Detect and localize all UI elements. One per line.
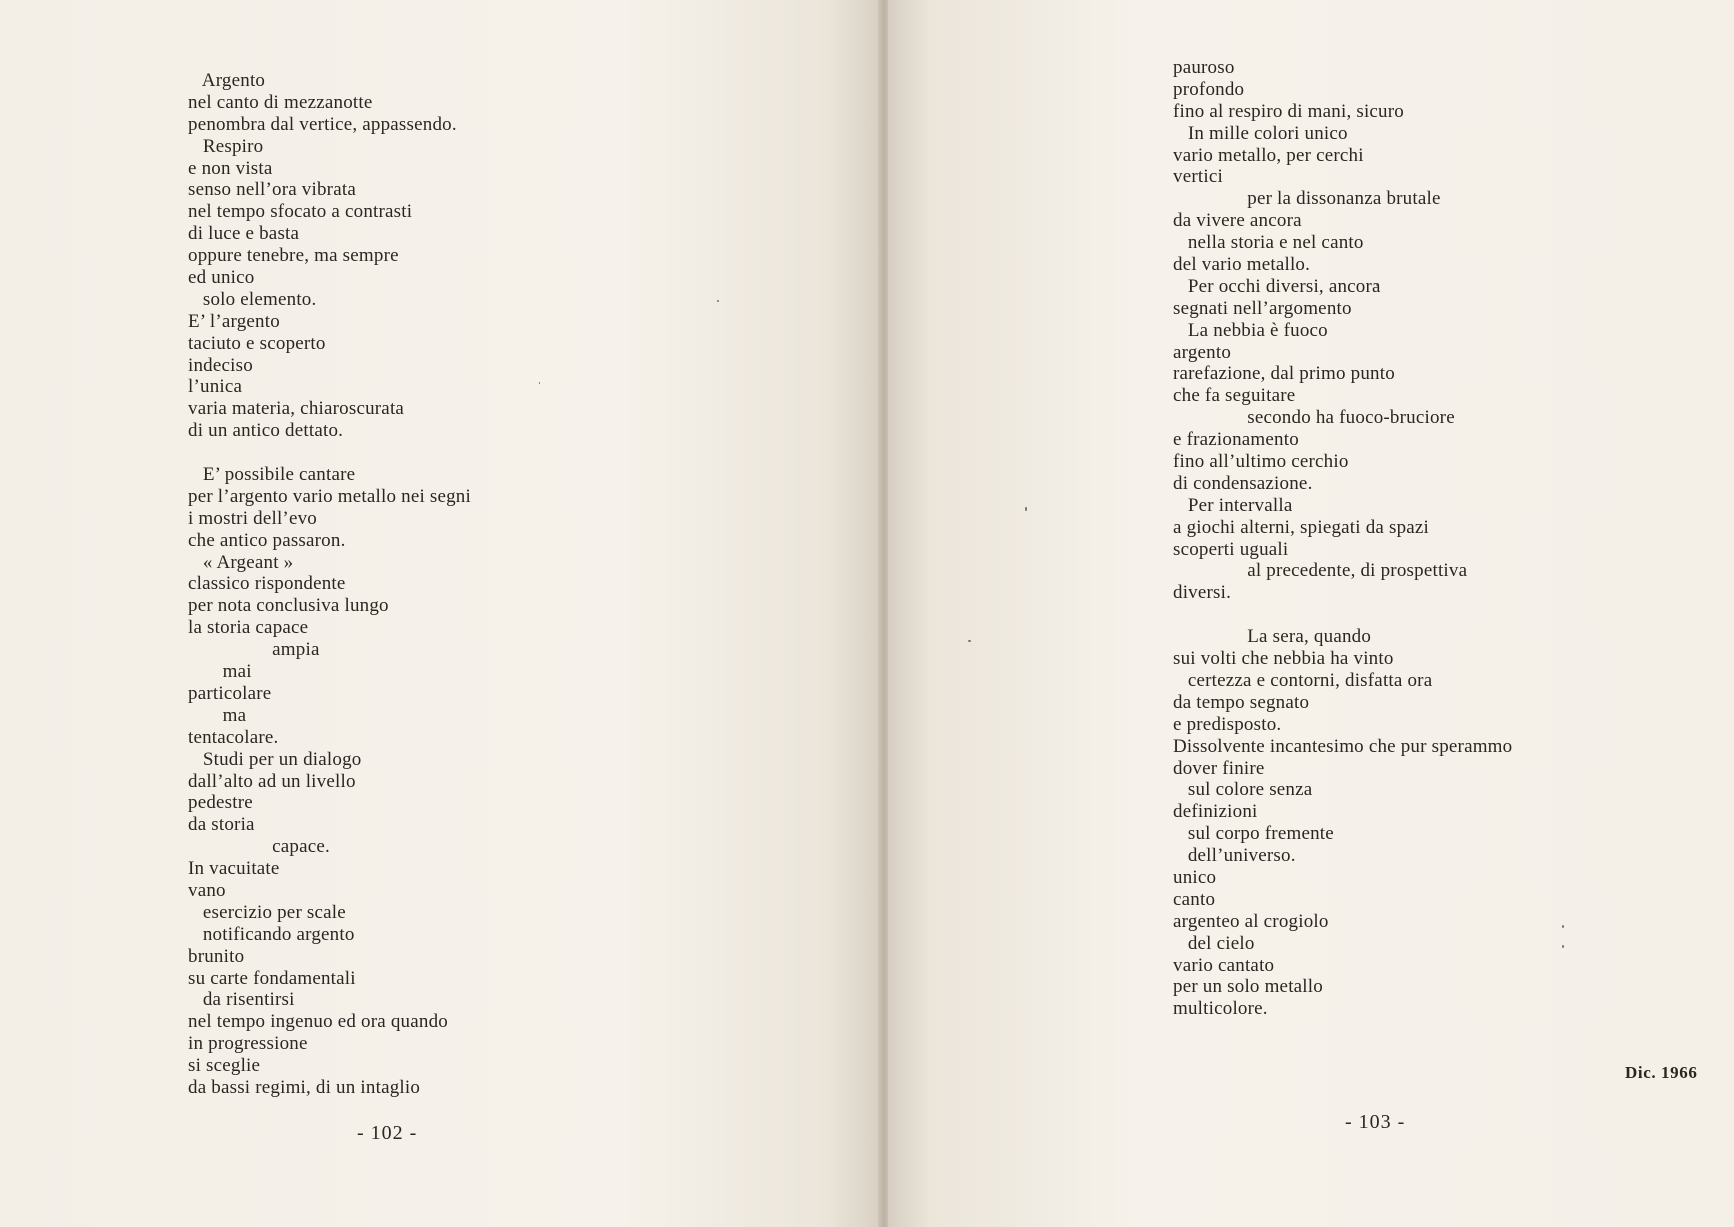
poem-line: mai	[188, 661, 252, 683]
poem-line: nel tempo sfocato a contrasti	[188, 201, 413, 223]
poem-line: penombra dal vertice, appassendo.	[188, 113, 457, 135]
poem-line: nel tempo ingenuo ed ora quando	[188, 1011, 448, 1033]
poem-line: da risentirsi	[188, 989, 295, 1011]
poem-line: sui volti che nebbia ha vinto	[1173, 648, 1394, 670]
poem-line: sul corpo fremente	[1173, 823, 1334, 845]
poem-line: per nota conclusiva lungo	[188, 595, 389, 617]
poem-line: ampia	[188, 639, 320, 661]
poem-line: taciuto e scoperto	[188, 332, 326, 354]
poem-line: i mostri dell’evo	[188, 507, 317, 529]
poem-line	[1173, 604, 1512, 626]
poem-line: sul colore senza	[1173, 779, 1313, 801]
poem-line: fino all’ultimo cerchio	[1173, 451, 1349, 473]
poem-line: di un antico dettato.	[188, 420, 344, 442]
poem-line: che antico passaron.	[188, 529, 346, 551]
poem-line: canto	[1173, 888, 1216, 910]
poem-date: Dic. 1966	[1625, 1063, 1698, 1082]
poem-line: certezza e contorni, disfatta ora	[1173, 669, 1433, 691]
poem-line: nel canto di mezzanotte	[188, 91, 373, 113]
poem-line: La nebbia è fuoco	[1173, 319, 1328, 341]
poem-line: ma	[188, 704, 247, 726]
poem-line: per l’argento vario metallo nei segni	[188, 485, 471, 507]
poem-line: In mille colori unico	[1173, 122, 1348, 144]
poem-line	[188, 442, 471, 464]
poem-line: dover finire	[1173, 757, 1265, 779]
poem-line: da vivere ancora	[1173, 210, 1302, 232]
poem-line: per la dissonanza brutale	[1173, 188, 1441, 210]
poem-line: dall’alto ad un livello	[188, 770, 356, 792]
poem-line: di luce e basta	[188, 223, 300, 245]
poem-line: capace.	[188, 836, 330, 858]
poem-line: senso nell’ora vibrata	[188, 179, 356, 201]
poem-line: e frazionamento	[1173, 429, 1299, 451]
poem-line: vario cantato	[1173, 954, 1275, 976]
poem-line: diversi.	[1173, 582, 1232, 604]
poem-line: classico rispondente	[188, 573, 346, 595]
poem-line: « Argeant »	[188, 551, 294, 573]
poem-line: da bassi regimi, di un intaglio	[188, 1076, 421, 1098]
poem-line: Argento	[188, 70, 266, 91]
poem-line: del vario metallo.	[1173, 254, 1311, 276]
poem-line: l’unica	[188, 376, 243, 398]
page-number-left: - 102 -	[357, 1122, 418, 1144]
poem-line: unico	[1173, 866, 1217, 888]
poem-line: si sceglie	[188, 1055, 261, 1077]
poem-line: Respiro	[188, 135, 264, 157]
right-poem	[1173, 57, 1512, 1020]
poem-line: Studi per un dialogo	[188, 748, 362, 770]
paper-speck	[1562, 945, 1564, 948]
poem-line: per un solo metallo	[1173, 976, 1323, 998]
poem-line: che fa seguitare	[1173, 385, 1296, 407]
poem-line: indeciso	[188, 354, 253, 376]
poem-line: notificando argento	[188, 923, 355, 945]
poem-line: ed unico	[188, 267, 255, 289]
paper-speck	[1562, 925, 1564, 928]
poem-line: secondo ha fuoco-bruciore	[1173, 407, 1455, 429]
poem-line: Per intervalla	[1173, 494, 1293, 516]
poem-line: esercizio per scale	[188, 901, 346, 923]
poem-line: varia materia, chiaroscurata	[188, 398, 405, 420]
poem-line: vano	[188, 879, 226, 901]
poem-line: definizioni	[1173, 801, 1258, 823]
poem-line: a giochi alterni, spiegati da spazi	[1173, 516, 1430, 538]
poem-line: dell’universo.	[1173, 845, 1296, 867]
poem-line: nella storia e nel canto	[1173, 232, 1364, 254]
poem-line: vertici	[1173, 166, 1223, 188]
poem-line: rarefazione, dal primo punto	[1173, 363, 1395, 385]
poem-line: segnati nell’argomento	[1173, 297, 1352, 319]
page-number-right: - 103 -	[1345, 1111, 1406, 1133]
poem-line: profondo	[1173, 78, 1245, 100]
poem-line: tentacolare.	[188, 726, 279, 748]
poem-line: vario metallo, per cerchi	[1173, 144, 1364, 166]
poem-line: multicolore.	[1173, 998, 1268, 1020]
poem-line: su carte fondamentali	[188, 967, 356, 989]
poem-line: e non vista	[188, 157, 273, 179]
paper-speck	[539, 382, 540, 384]
paper-speck	[968, 640, 971, 642]
poem-line: da tempo segnato	[1173, 691, 1310, 713]
poem-line: particolare	[188, 682, 272, 704]
poem-line: brunito	[188, 945, 245, 967]
poem-line: argento	[1173, 341, 1232, 363]
poem-line: In vacuitate	[188, 858, 280, 880]
poem-line: e predisposto.	[1173, 713, 1282, 735]
poem-line: E’ l’argento	[188, 310, 280, 332]
poem-line: al precedente, di prospettiva	[1173, 560, 1468, 582]
poem-line: scoperti uguali	[1173, 538, 1289, 560]
poem-line: di condensazione.	[1173, 472, 1313, 494]
poem-line: La sera, quando	[1173, 626, 1372, 648]
poem-line: in progressione	[188, 1033, 308, 1055]
poem-line: Dissolvente incantesimo che pur sperammo	[1173, 735, 1513, 757]
left-poem	[188, 70, 471, 1099]
poem-line: del cielo	[1173, 932, 1255, 954]
paper-speck	[1025, 507, 1027, 511]
poem-line: solo elemento.	[188, 288, 317, 310]
poem-line: oppure tenebre, ma sempre	[188, 245, 399, 267]
paper-speck	[717, 300, 719, 302]
poem-line: fino al respiro di mani, sicuro	[1173, 100, 1404, 122]
poem-line: pauroso	[1173, 57, 1235, 78]
poem-line: Per occhi diversi, ancora	[1173, 275, 1381, 297]
poem-line: E’ possibile cantare	[188, 464, 356, 486]
poem-line: argenteo al crogiolo	[1173, 910, 1329, 932]
poem-line: da storia	[188, 814, 255, 836]
poem-line: la storia capace	[188, 617, 309, 639]
poem-line: pedestre	[188, 792, 253, 814]
